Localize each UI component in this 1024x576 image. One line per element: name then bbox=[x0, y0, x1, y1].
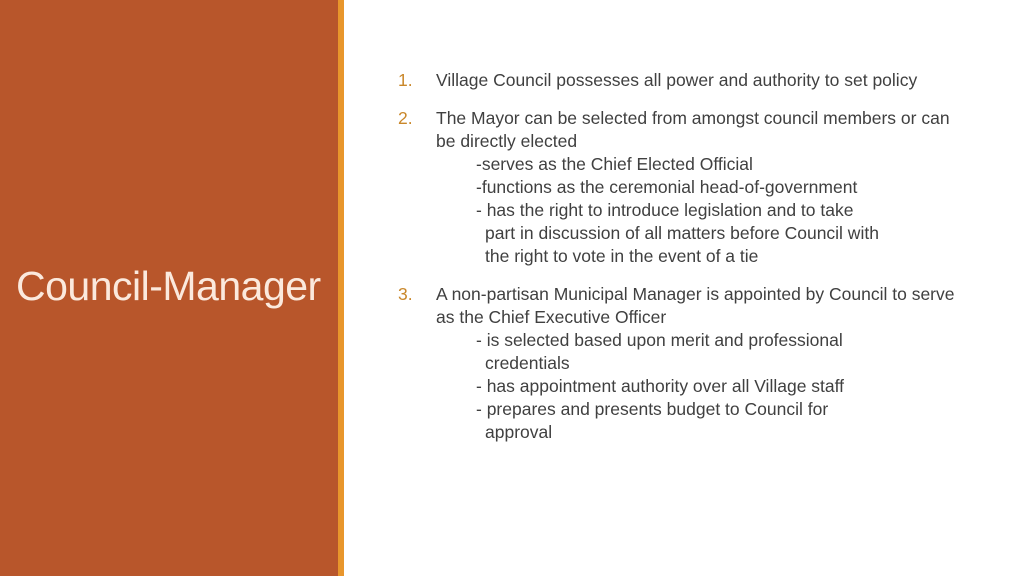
list-text-1: Village Council possesses all power and authority to set policy bbox=[436, 70, 918, 90]
accent-divider bbox=[338, 0, 344, 576]
list-number-1: 1. bbox=[398, 70, 413, 90]
sub-item-first-line: - has the right to introduce legislation and to take bbox=[476, 200, 854, 220]
sub-item: - has appointment authority over all Village staff bbox=[476, 376, 845, 396]
list-text-3: A non-partisan Municipal Manager is appointed by Council to serve as the Chief Executive Officer bbox=[436, 284, 955, 327]
list-item-2 bbox=[398, 107, 958, 268]
list-text-2: The Mayor can be selected from amongst council members or can be directly elected bbox=[436, 108, 950, 151]
list-item-3 bbox=[398, 283, 958, 444]
sub-item-continuation: the right to vote in the event of a tie bbox=[485, 246, 759, 266]
sub-item-first-line: - is selected based upon merit and professional bbox=[476, 330, 843, 350]
sub-item-multiline bbox=[436, 199, 958, 268]
sub-item: -serves as the Chief Elected Official bbox=[476, 154, 753, 174]
slide-title: Council-Manager bbox=[16, 263, 321, 309]
sub-item-continuation: credentials bbox=[485, 353, 570, 373]
sub-item-multiline bbox=[436, 329, 958, 375]
list-number-3: 3. bbox=[398, 284, 413, 304]
list-number-2: 2. bbox=[398, 108, 413, 128]
sub-item-multiline bbox=[436, 398, 958, 444]
sub-item-first-line: - prepares and presents budget to Council for bbox=[476, 399, 829, 419]
sub-item: -functions as the ceremonial head-of-government bbox=[476, 177, 858, 197]
numbered-list bbox=[398, 69, 958, 459]
sub-item-continuation: approval bbox=[485, 422, 553, 442]
sub-item-continuation: part in discussion of all matters before Council with bbox=[485, 223, 879, 243]
list-item-1 bbox=[398, 69, 958, 92]
